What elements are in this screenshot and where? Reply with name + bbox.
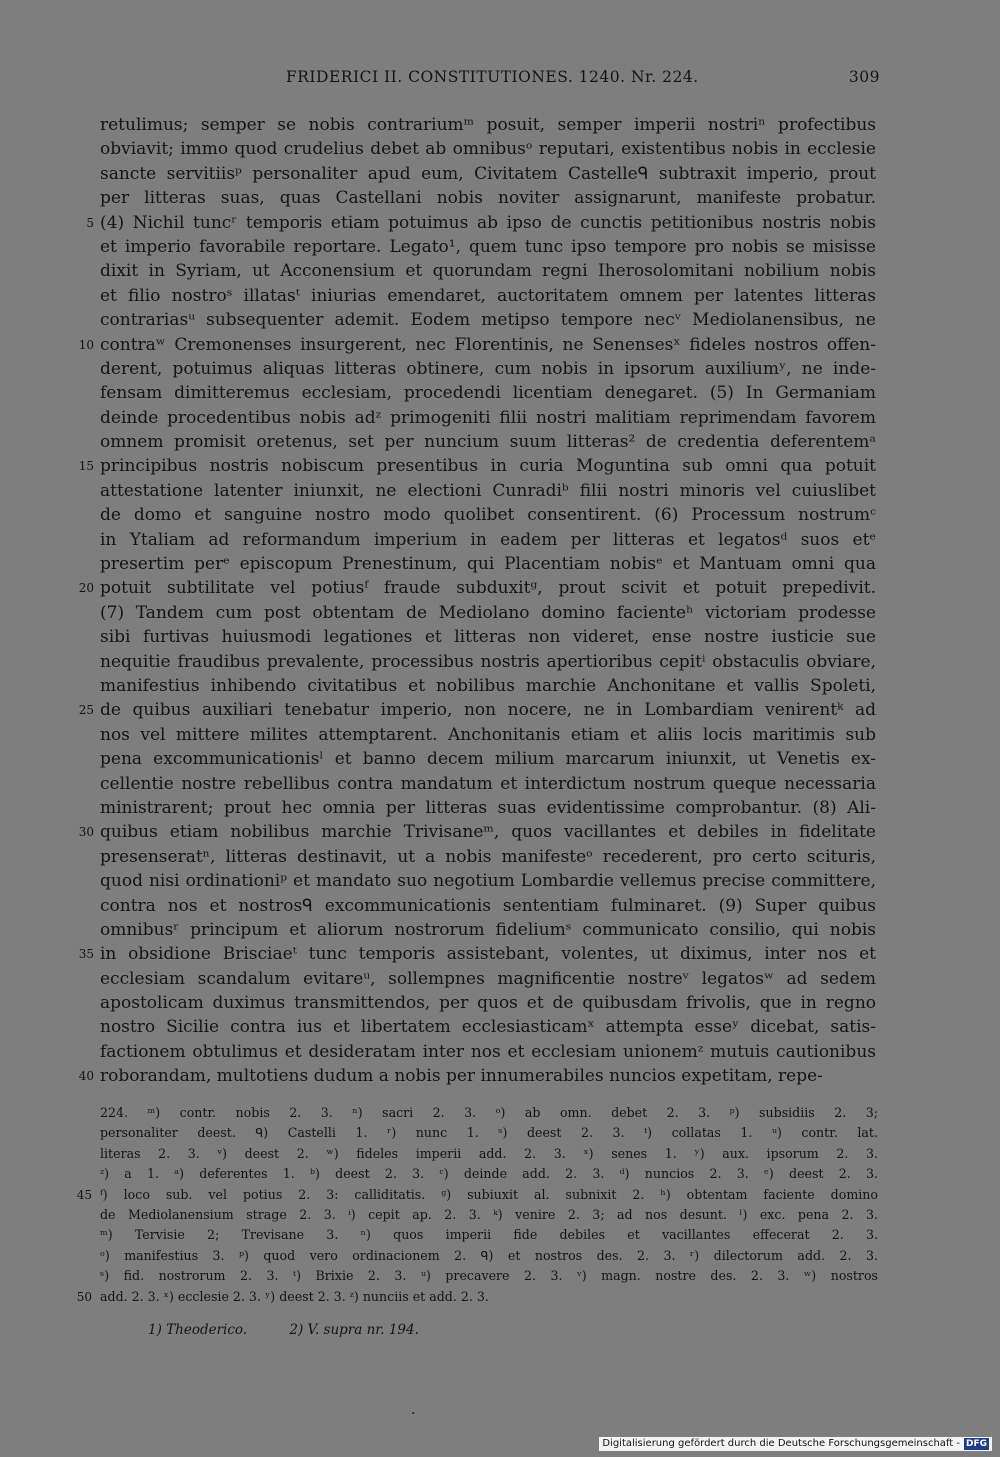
footnote-line — [76, 1185, 878, 1205]
line-text: retulimus; semper se nobis contrariumᵐ posuit, semper imperii nostriⁿ profectibus — [100, 115, 876, 135]
line-text: quibus etiam nobilibus marchie Trivisaneᵐ, quos vacillantes et debiles in fidelitate — [100, 822, 876, 843]
reference-note: 1) Theoderico. — [148, 1322, 248, 1338]
line-text: principibus nostris nobiscum presentibus in curia Moguntina sub omni qua potuit — [100, 456, 876, 477]
text-line — [100, 528, 876, 552]
line-text: deinde procedentibus nobis adᶻ primogeniti filii nostri malitiam reprimendam favorem — [100, 407, 876, 428]
body-text — [78, 113, 876, 1089]
line-text: contrariasᵘ subsequenter ademit. Eodem metipso tempore necᵛ Mediolanensibus, ne — [100, 310, 876, 331]
text-line — [100, 772, 876, 796]
text-line — [100, 796, 876, 820]
line-text: presenseratⁿ, litteras destinavit, ut a nobis manifesteᵒ recederent, pro certo scituris, — [100, 846, 876, 867]
text-line — [100, 1015, 876, 1039]
critical-apparatus — [76, 1103, 878, 1307]
footnote-line — [100, 1246, 878, 1266]
text-line — [78, 820, 876, 844]
text-line — [100, 430, 876, 454]
footnote-line — [100, 1164, 878, 1184]
line-text: potuit subtilitate vel potiusᶠ fraude subduxitᵍ, prout scivit et potuit prepedivit. — [100, 578, 876, 599]
line-text: cellentie nostre rebellibus contra mandatum et interdictum nostrum queque necessaria — [100, 773, 876, 794]
text-line — [100, 357, 876, 381]
line-number: 35 — [78, 947, 94, 962]
line-text: manifestius inhibendo civitatibus et nobilibus marchie Anchonitane et vallis Spoleti, — [100, 675, 876, 696]
text-line — [78, 576, 876, 600]
stray-mark: · — [411, 1406, 416, 1422]
text-line — [100, 406, 876, 430]
text-line — [78, 454, 876, 478]
text-line — [100, 503, 876, 527]
text-line — [100, 308, 876, 332]
line-text: sibi furtivas huiusmodi legationes et litteras non videret, ense nostre iusticie sue — [100, 627, 876, 648]
line-number: 50 — [76, 1289, 92, 1304]
line-text: per litteras suas, quas Castellani nobis noviter assignarunt, manifeste probatur. — [100, 188, 876, 209]
line-text: ᵐ) Tervisie 2; Trevisane 3. ⁿ) quos imperii fide debiles et vacillantes effecerat 2. 3. — [100, 1227, 878, 1243]
line-text: roborandam, multotiens dudum a nobis per innumerabiles nuncios expetitam, repe- — [100, 1066, 823, 1087]
text-line — [100, 1040, 876, 1064]
reference-notes — [148, 1322, 457, 1338]
footnote-line — [100, 1123, 878, 1143]
text-line — [100, 479, 876, 503]
text-line — [86, 211, 876, 235]
credit-text: Digitalisierung gefördert durch die Deutsche Forschungsgemeinschaft - — [602, 1438, 960, 1449]
text-line — [100, 869, 876, 893]
footnote-line — [76, 1287, 878, 1307]
line-text: omnibusʳ principum et aliorum nostrorum fideliumˢ communicato consilio, qui nobis — [100, 919, 876, 940]
digitization-credit — [599, 1437, 992, 1451]
line-text: attestatione latenter iniunxit, ne electioni Cunradiᵇ filii nostri minoris vel cuiuslibet — [100, 480, 876, 501]
line-number: 10 — [78, 337, 94, 352]
text-line — [100, 235, 876, 259]
text-line — [100, 284, 876, 308]
text-line — [100, 381, 876, 405]
text-line — [100, 601, 876, 625]
line-text: personaliter deest. ᑫ) Castelli 1. ʳ) nunc 1. ˢ) deest 2. 3. ᵗ) collatas 1. ᵘ) contr. lat. — [100, 1125, 878, 1141]
text-line — [100, 991, 876, 1015]
reference-note: 2) V. supra nr. 194. — [289, 1322, 419, 1338]
line-text: in Ytaliam ad reformandum imperium in eadem per litteras et legatosᵈ suos etᵉ — [100, 529, 876, 550]
running-title: FRIDERICI II. CONSTITUTIONES. 1240. Nr. 224. — [286, 68, 699, 86]
line-text: (7) Tandem cum post obtentam de Mediolano domino facienteʰ victoriam prodesse — [100, 602, 876, 623]
line-text: omnem promisit oretenus, set per nuncium suum litteras² de credentia deferentemᵃ — [100, 432, 876, 453]
line-text: derent, potuimus aliquas litteras obtinere, cum nobis in ipsorum auxiliumʸ, ne inde- — [100, 358, 876, 379]
text-line — [100, 137, 876, 161]
line-text: in obsidione Brisciaeᵗ tunc temporis assistebant, volentes, ut diximus, inter nos et — [100, 944, 876, 965]
line-number: 30 — [78, 825, 94, 840]
line-text: de quibus auxiliari tenebatur imperio, non nocere, ne in Lombardiam venirentᵏ ad — [100, 700, 876, 721]
footnote-line — [100, 1144, 878, 1164]
dfg-logo: DFG — [965, 1439, 987, 1449]
line-number: 45 — [76, 1187, 92, 1202]
line-text: obviavit; immo quod crudelius debet ab omnibusᵒ reputari, existentibus nobis in ecclesie — [100, 139, 876, 160]
line-text: contra nos et nostrosᑫ excommunicationis sententiam fulminaret. (9) Super quibus — [100, 895, 876, 916]
line-number: 20 — [78, 581, 94, 596]
line-text: contraʷ Cremonenses insurgerent, nec Florentinis, ne Senensesˣ fideles nostros offen- — [100, 334, 876, 355]
text-line — [78, 942, 876, 966]
footnote-line — [100, 1266, 878, 1286]
text-line — [100, 747, 876, 771]
text-line — [100, 552, 876, 576]
line-text: nostro Sicilie contra ius et libertatem ecclesiasticamˣ attempta esseʸ dicebat, satis- — [100, 1017, 876, 1038]
line-number: 40 — [78, 1069, 94, 1084]
text-line — [100, 625, 876, 649]
text-line — [100, 723, 876, 747]
line-text: ˢ) fid. nostrorum 2. 3. ᵗ) Brixie 2. 3. ᵘ) precavere 2. 3. ᵛ) magn. nostre des. 2. 3. ʷ) nostros — [100, 1268, 878, 1284]
text-line — [100, 259, 876, 283]
text-line — [100, 186, 876, 210]
text-line — [100, 918, 876, 942]
line-text: apostolicam duximus transmittendos, per quos et de quibusdam frivolis, que in regno — [100, 993, 876, 1014]
line-text: de Mediolanensium strage 2. 3. ⁱ) cepit ap. 2. 3. ᵏ) venire 2. 3; ad nos desunt. ˡ) exc. pena 2. 3. — [100, 1206, 878, 1222]
line-text: ᶻ) a 1. ᵃ) deferentes 1. ᵇ) deest 2. 3. ᶜ) deinde add. 2. 3. ᵈ) nuncios 2. 3. ᵉ) deest 2. 3. — [100, 1166, 878, 1182]
text-line — [100, 674, 876, 698]
text-line — [100, 967, 876, 991]
footnote-line — [100, 1225, 878, 1245]
line-text: ᶠ) loco sub. vel potius 2. 3: calliditatis. ᵍ) subiuxit al. subnixit 2. ʰ) obtentam faciente domino — [100, 1186, 878, 1202]
line-text: ministrarent; prout hec omnia per litteras suas evidentissime comprobantur. (8) Ali- — [100, 797, 876, 818]
text-line — [100, 894, 876, 918]
line-text: ᵒ) manifestius 3. ᵖ) quod vero ordinacionem 2. ᑫ) et nostros des. 2. 3. ʳ) dilectorum add. 2. 3. — [100, 1247, 878, 1263]
line-text: de domo et sanguine nostro modo quolibet consentirent. (6) Processum nostrumᶜ — [100, 505, 876, 526]
page-number: 309 — [848, 68, 880, 86]
line-number: 25 — [78, 703, 94, 718]
line-text: quod nisi ordinationiᵖ et mandato suo negotium Lombardie vellemus precise committere, — [100, 871, 876, 892]
text-line — [100, 845, 876, 869]
line-text: sancte servitiisᵖ personaliter apud eum, Civitatem Castelleᑫ subtraxit imperio, prout — [100, 163, 876, 184]
line-text: fensam dimitteremus ecclesiam, procedendi licentiam denegaret. (5) In Germaniam — [100, 383, 876, 404]
line-text: factionem obtulimus et desideratam inter nos et ecclesiam unionemᶻ mutuis cautionibus — [100, 1041, 876, 1062]
line-text: nequitie fraudibus prevalente, processibus nostris apertioribus cepitⁱ obstaculis obviare, — [100, 651, 876, 672]
text-line — [100, 113, 876, 137]
line-text: 224. ᵐ) contr. nobis 2. 3. ⁿ) sacri 2. 3. ᵒ) ab omn. debet 2. 3. ᵖ) subsidiis 2. 3; — [100, 1105, 878, 1120]
footnote-line — [100, 1205, 878, 1225]
line-text: dixit in Syriam, ut Acconensium et quorundam regni Iherosolomitani nobilium nobis — [100, 261, 876, 282]
line-number: 5 — [86, 215, 94, 230]
line-text: nos vel mittere milites attemptarent. Anchonitanis etiam et aliis locis maritimis sub — [100, 724, 876, 745]
text-line — [78, 698, 876, 722]
footnote-line — [100, 1103, 878, 1123]
line-text: et filio nostroˢ illatasᵗ iniurias emendaret, auctoritatem omnem per latentes litteras — [100, 285, 876, 306]
line-text: (4) Nichil tuncʳ temporis etiam potuimus ab ipso de cunctis petitionibus nostris nobis — [100, 212, 876, 233]
line-number: 15 — [78, 459, 94, 474]
text-line — [100, 162, 876, 186]
line-text: literas 2. 3. ᵛ) deest 2. ʷ) fideles imperii add. 2. 3. ˣ) senes 1. ʸ) aux. ipsorum 2. 3. — [100, 1145, 878, 1161]
text-line — [78, 1064, 876, 1088]
line-text: presertim perᵉ episcopum Prenestinum, qui Placentiam nobisᵉ et Mantuam omni qua — [100, 554, 876, 575]
text-line — [100, 650, 876, 674]
text-line — [78, 333, 876, 357]
line-text: ecclesiam scandalum evitareᵘ, sollempnes magnificentie nostreᵛ legatosʷ ad sedem — [100, 968, 876, 989]
line-text: add. 2. 3. ˣ) ecclesie 2. 3. ʸ) deest 2. 3. ᶻ) nunciis et add. 2. 3. — [100, 1288, 489, 1304]
line-text: pena excommunicationisˡ et banno decem milium marcarum iniunxit, ut Venetis ex- — [100, 749, 876, 770]
line-text: et imperio favorabile reportare. Legato¹, quem tunc ipso tempore pro nobis se misisse — [100, 236, 876, 257]
